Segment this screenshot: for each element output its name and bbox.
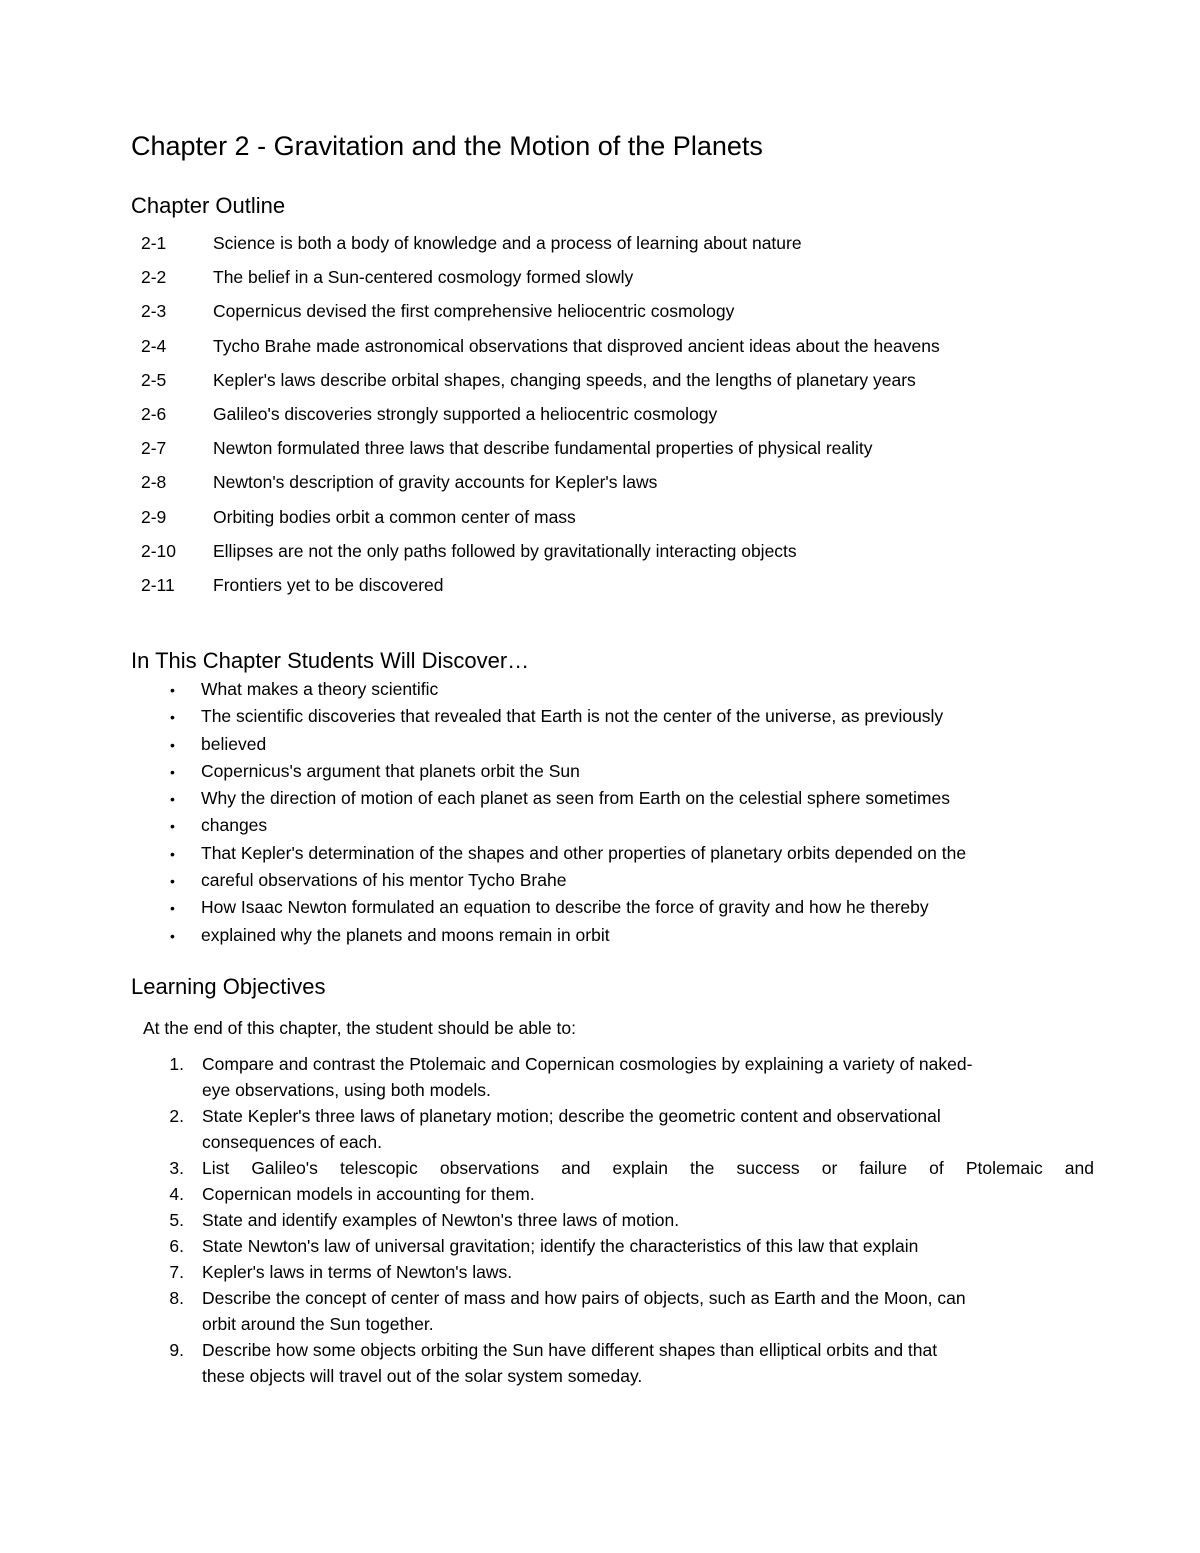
- list-item-text: How Isaac Newton formulated an equation to describe the force of gravity and how he thereby: [201, 897, 929, 918]
- outline-item-text: Newton formulated three laws that describe fundamental properties of physical reality: [213, 438, 873, 459]
- list-item-text: Why the direction of motion of each planet as seen from Earth on the celestial sphere sometimes: [201, 788, 950, 809]
- outline-item-text: Frontiers yet to be discovered: [213, 574, 444, 595]
- list-item-text: What makes a theory scientific: [201, 679, 439, 699]
- outline-item-number: 2-11: [141, 574, 175, 595]
- list-item-text: explained why the planets and moons remain in orbit: [201, 924, 610, 945]
- outline-item-number: 2-4: [141, 335, 167, 356]
- outline-item-number: 2-8: [141, 472, 167, 493]
- objective-text-line: eye observations, using both models.: [202, 1080, 491, 1100]
- objective-number: 5.: [169, 1210, 184, 1230]
- objective-text-line: Describe the concept of center of mass and how pairs of objects, such as Earth and the Moon, can: [202, 1288, 966, 1308]
- objective-item: [160, 1051, 1094, 1103]
- objective-number: 3.: [169, 1158, 184, 1178]
- objective-number: 7.: [169, 1262, 184, 1282]
- outline-item-text: Copernicus devised the first comprehensive heliocentric cosmology: [213, 301, 735, 322]
- list-item-text: The scientific discoveries that revealed that Earth is not the center of the universe, as previously: [201, 706, 944, 727]
- list-item-text: Copernicus's argument that planets orbit the Sun: [201, 760, 580, 781]
- list-item-text: changes: [201, 815, 268, 836]
- objective-item: [160, 1207, 1094, 1233]
- outline-item-text: Kepler's laws describe orbital shapes, changing speeds, and the lengths of planetary years: [213, 369, 916, 390]
- objective-number: 8.: [169, 1288, 184, 1308]
- chapter-outline-heading: Chapter Outline: [131, 193, 286, 218]
- objective-text-line: State Kepler's three laws of planetary motion; describe the geometric content and observational: [202, 1106, 941, 1126]
- bullet-icon: •: [170, 763, 175, 780]
- objective-item: [160, 1259, 1094, 1285]
- students-will-discover-heading: In This Chapter Students Will Discover…: [131, 648, 530, 673]
- objective-item: [160, 1337, 1094, 1389]
- outline-item-number: 2-9: [141, 506, 167, 527]
- objective-item: [160, 1285, 1094, 1337]
- objective-text-line: Kepler's laws in terms of Newton's laws.: [202, 1262, 513, 1282]
- learning-objectives-list: [160, 1051, 1094, 1389]
- bullet-icon: •: [170, 736, 175, 753]
- bullet-icon: •: [170, 845, 175, 862]
- outline-item-number: 2-3: [141, 301, 167, 322]
- bullet-icon: •: [170, 682, 175, 698]
- objective-text-line: List Galileo's telescopic observations and explain the success or failure of Ptolemaic and: [202, 1158, 1094, 1178]
- outline-item-text: Tycho Brahe made astronomical observations that disproved ancient ideas about the heavens: [213, 335, 940, 356]
- outline-item-number: 2-5: [141, 369, 167, 390]
- objective-number: 9.: [169, 1340, 184, 1360]
- outline-item-text: Galileo's discoveries strongly supported a heliocentric cosmology: [213, 403, 718, 424]
- bullet-icon: •: [170, 900, 175, 917]
- objective-text-line: these objects will travel out of the solar system someday.: [202, 1366, 643, 1386]
- outline-item-number: 2-10: [141, 540, 177, 561]
- bullet-icon: •: [170, 818, 175, 835]
- list-item-text: careful observations of his mentor Tycho Brahe: [201, 870, 567, 891]
- learning-objectives-intro: At the end of this chapter, the student should be able to:: [143, 1018, 576, 1038]
- outline-item-number: 2-2: [141, 267, 167, 288]
- objective-number: 4.: [169, 1184, 184, 1204]
- outline-item-text: Science is both a body of knowledge and a process of learning about nature: [213, 233, 802, 253]
- objective-text-line: State Newton's law of universal gravitation; identify the characteristics of this law that explain: [202, 1236, 919, 1256]
- objective-text-line: State and identify examples of Newton's three laws of motion.: [202, 1210, 680, 1230]
- learning-objectives-heading: Learning Objectives: [131, 974, 326, 999]
- objective-number: 6.: [169, 1236, 184, 1256]
- bullet-icon: •: [170, 709, 175, 726]
- bullet-icon: •: [170, 927, 175, 944]
- outline-item-text: The belief in a Sun-centered cosmology formed slowly: [213, 267, 634, 288]
- objective-item: [160, 1155, 1094, 1181]
- objective-number: 2.: [169, 1106, 184, 1126]
- objective-number: 1.: [169, 1054, 184, 1074]
- objective-text-line: Copernican models in accounting for them.: [202, 1184, 535, 1204]
- outline-item-number: 2-6: [141, 403, 167, 424]
- outline-item-text: Newton's description of gravity accounts for Kepler's laws: [213, 472, 658, 493]
- objective-text-line: orbit around the Sun together.: [202, 1314, 434, 1334]
- objective-text-line: Compare and contrast the Ptolemaic and Copernican cosmologies by explaining a variety of naked-: [202, 1054, 973, 1074]
- bullet-icon: •: [170, 873, 175, 890]
- objective-item: [160, 1233, 1094, 1259]
- outline-item-number: 2-7: [141, 438, 167, 459]
- objective-text-line: consequences of each.: [202, 1132, 382, 1152]
- objective-item: [160, 1181, 1094, 1207]
- objective-item: [160, 1103, 1094, 1155]
- bullet-icon: •: [170, 791, 175, 808]
- outline-item-text: Ellipses are not the only paths followed by gravitationally interacting objects: [213, 540, 797, 561]
- outline-item-number: 2-1: [141, 233, 167, 253]
- chapter-title: Chapter 2 - Gravitation and the Motion of the Planets: [131, 131, 763, 161]
- outline-item-text: Orbiting bodies orbit a common center of mass: [213, 506, 576, 527]
- list-item-text: That Kepler's determination of the shapes and other properties of planetary orbits depended on the: [201, 842, 967, 863]
- objective-text-line: Describe how some objects orbiting the Sun have different shapes than elliptical orbits and that: [202, 1340, 938, 1360]
- list-item-text: believed: [201, 733, 267, 754]
